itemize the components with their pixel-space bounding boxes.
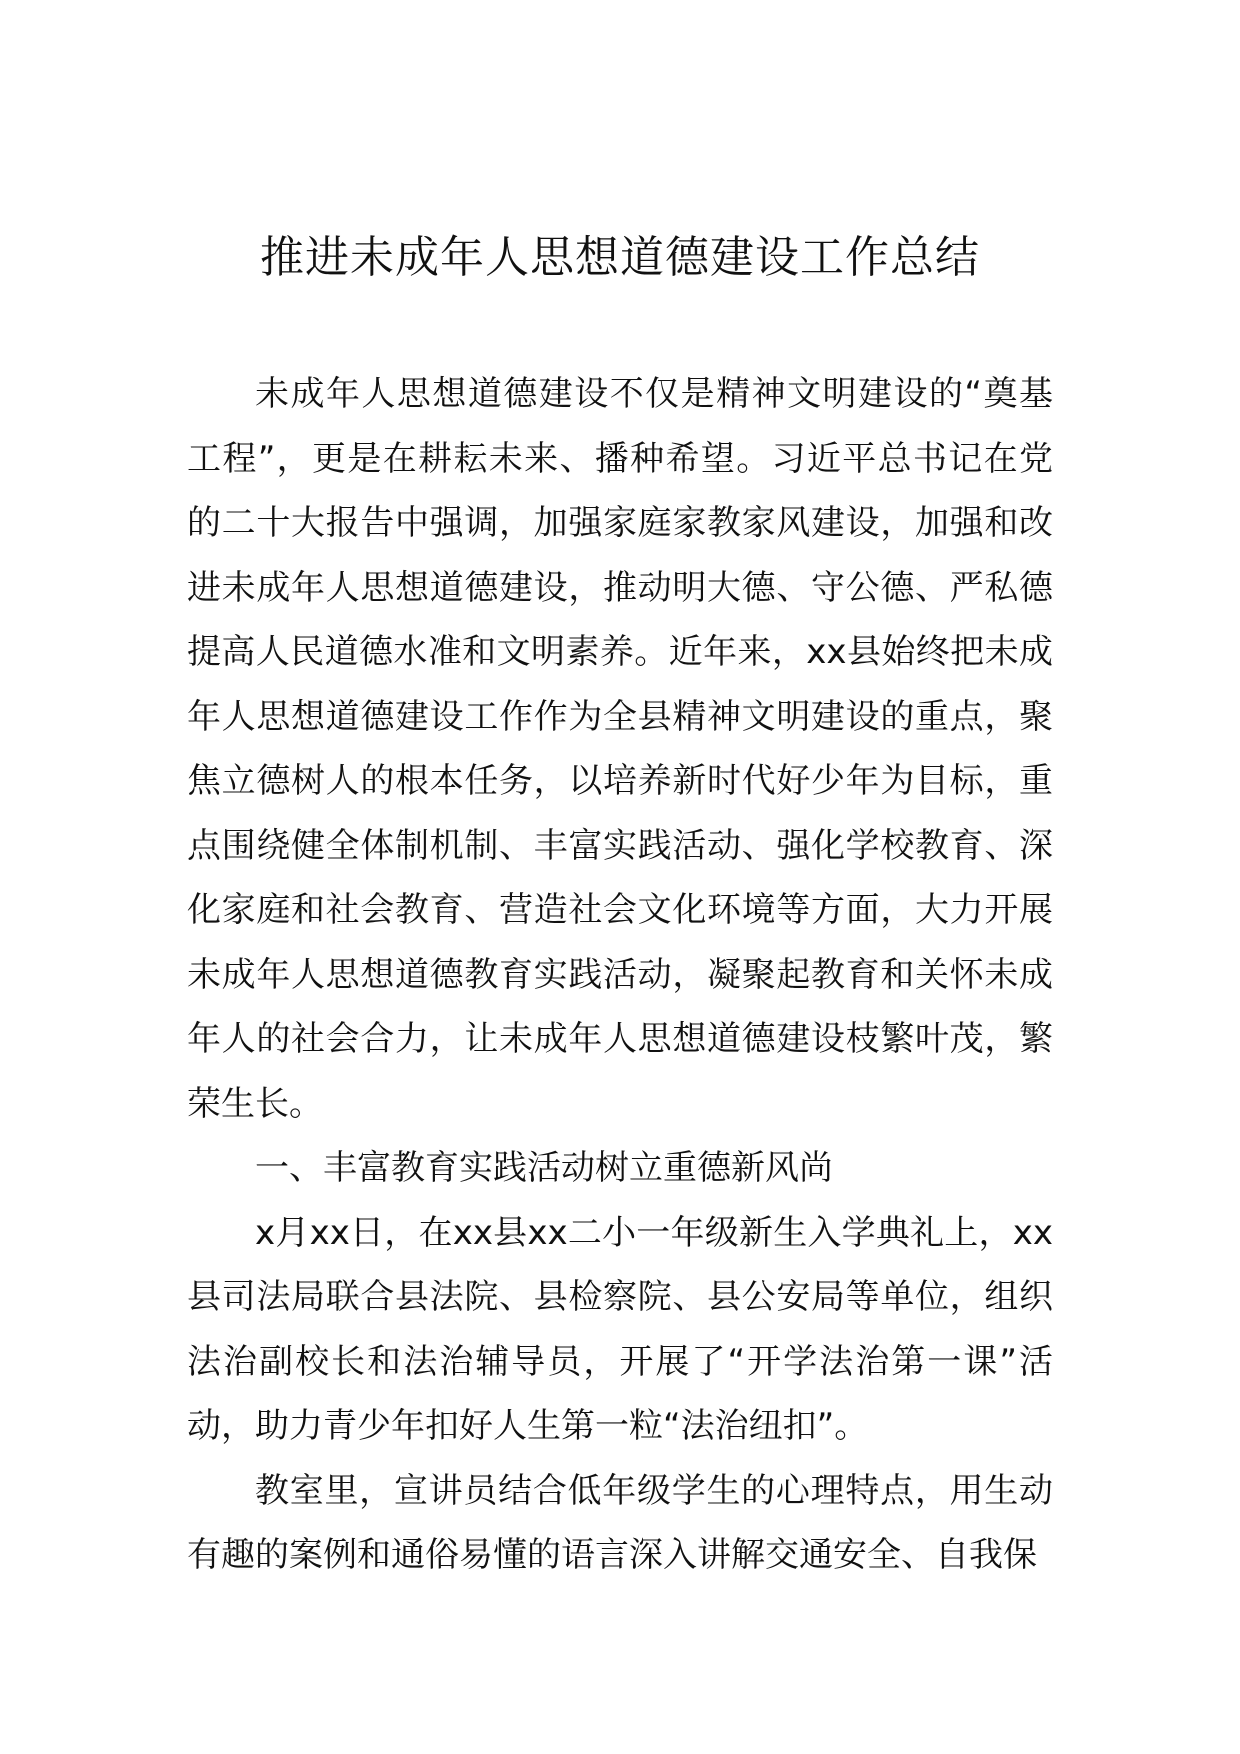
body-paragraph: 教室里，宣讲员结合低年级学生的心理特点，用生动有趣的案例和通俗易懂的语言深入讲解交通安全、自我保 <box>187 1470 1053 1575</box>
intro-paragraph: 未成年人思想道德建设不仅是精神文明建设的“奠基工程”，更是在耕耘未来、播种希望。习近平总书记在党的二十大报告中强调，加强家庭家教家风建设，加强和改进未成年人思想道德建设，推动明大德、守公德、严私德提高人民道德水准和文明素养。近年来，xx县始终把未成年人思想道德建设工作作为全县精神文明建设的重点，聚焦立德树人的根本任务，以培养新时代好少年为目标，重点围绕健全体制机制、丰富实践活动、强化学校教育、深化家庭和社会教育、营造社会文化环境等方面，大力开展未成年人思想道德教育实践活动，凝聚起教育和关怀未成年人的社会合力，让未成年人思想道德建设枝繁叶茂，繁荣生长。 <box>187 374 1053 1124</box>
document-title: 推进未成年人思想道德建设工作总结 <box>260 232 980 283</box>
body-paragraph: x月xx日，在xx县xx二小一年级新生入学典礼上，xx县司法局联合县法院、县检察院、县公安局等单位，组织法治副校长和法治辅导员，开展了“开学法治第一课”活动，助力青少年扣好人生第一粒“法治纽扣”。 <box>187 1212 1053 1446</box>
section-heading: 一、丰富教育实践活动树立重德新风尚 <box>255 1148 833 1188</box>
document-body <box>187 362 1053 1588</box>
